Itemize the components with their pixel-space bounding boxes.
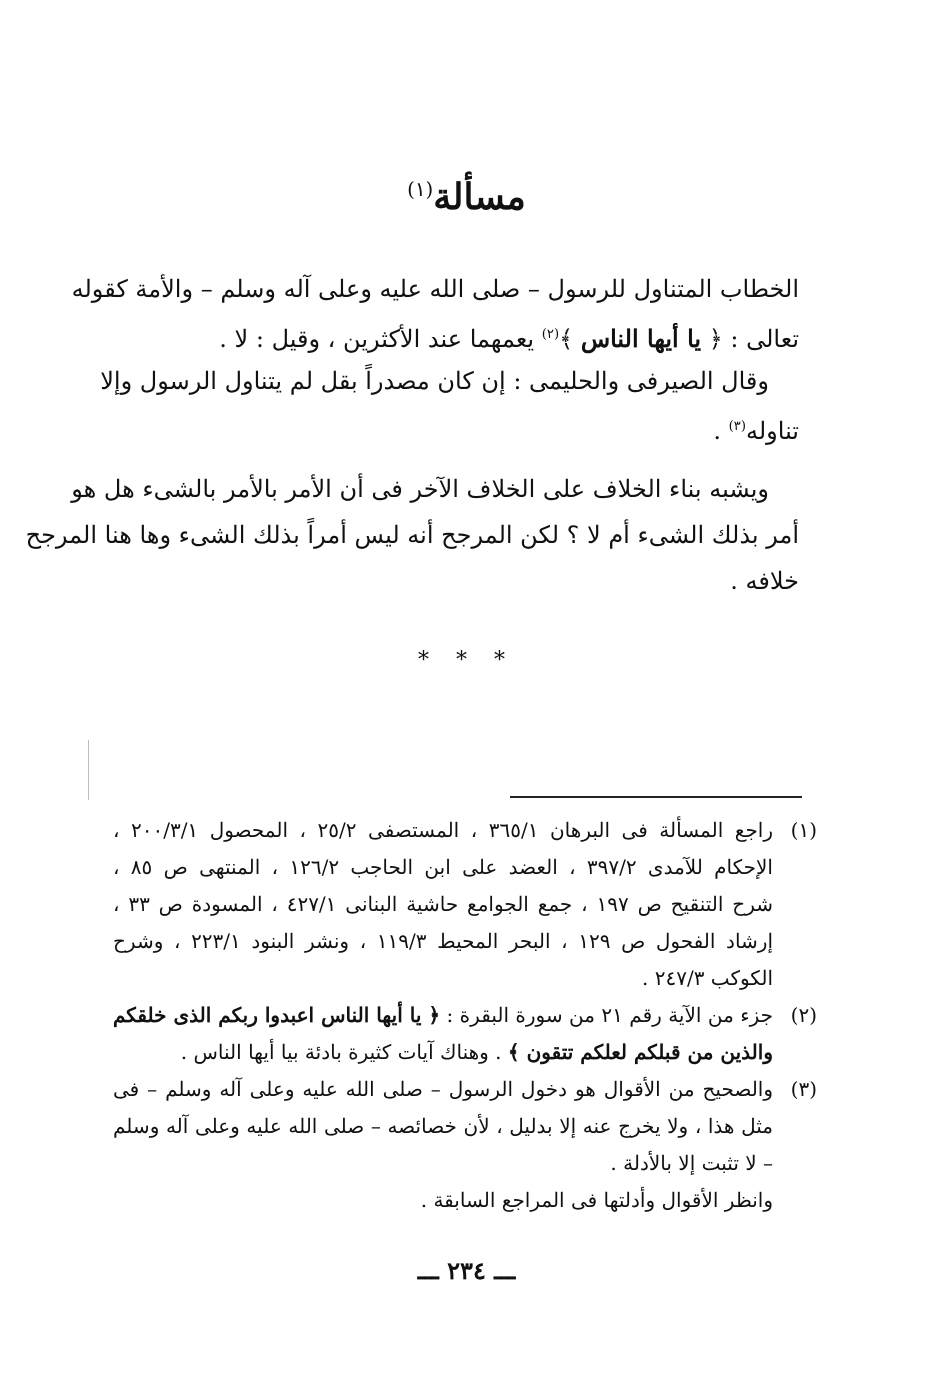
footnote-1-line: إرشاد الفحول ص ١٢٩ ، البحر المحيط ١١٩/٣ ، ونشر البنود ٢٢٣/١ ، وشرح [113, 929, 774, 953]
paragraph-1-line-2 [113, 312, 799, 358]
quote-open: تعالى : ﴿ [701, 325, 799, 353]
paragraph-2-line-1: وقال الصيرفى والحليمى : إن كان مصدراً بقل لم يتناول الرسول وإلا [100, 367, 769, 395]
paragraph-3-line-3: خلافه . [730, 567, 799, 595]
footnote-1-line: الإحكام للآمدى ٣٩٧/٢ ، العضد على ابن الحاجب ١٢٦/٢ ، المنتهى ص ٨٥ ، [113, 855, 773, 879]
footnote-number: (١) [790, 818, 817, 842]
footnote-3-line: – لا تثبت إلا بالأدلة . [610, 1151, 773, 1175]
paragraph-3 [25, 466, 799, 604]
paragraph-2-word: تناوله [745, 417, 799, 445]
footnote-2-line [113, 1034, 773, 1071]
paragraph-2-end: . [713, 417, 729, 445]
footnote-3-line: مثل هذا ، ولا يخرج عنه إلا بدليل ، لأن خصائصه – صلى الله عليه وعلى آله وسلم [113, 1114, 773, 1138]
footnote-1-line: الكوكب ٢٤٧/٣ . [642, 966, 773, 990]
quran-quote: يا أيها الناس [580, 324, 702, 353]
paragraph-2-line-2 [113, 404, 799, 450]
page-number: ـــ ٢٣٤ ـــ [417, 1256, 516, 1285]
quote-close: ﴾ [559, 325, 581, 353]
footnote-2-verse-end: والذين من قبلكم لعلكم تتقون ﴾ [507, 1040, 773, 1064]
footnote-3-line: وانظر الأقوال وأدلتها فى المراجع السابقة . [420, 1188, 773, 1212]
paragraph-2 [100, 358, 799, 450]
paragraph-3-line-2: أمر بذلك الشىء أم لا ؟ لكن المرجح أنه ليس أمراً بذلك الشىء وها هنا المرجح [25, 521, 799, 549]
paragraph-1 [71, 266, 799, 358]
margin-mark [88, 740, 89, 800]
footnote-ref-3: (٣) [728, 419, 746, 434]
footnote-1-line: شرح التنقيح ص ١٩٧ ، جمع الجوامع حاشية البنانى ٤٢٧/١ ، المسودة ص ٣٣ ، [113, 892, 774, 916]
footnote-1 [113, 812, 817, 997]
title-footnote-ref: (١) [407, 178, 434, 201]
footnote-2-rest: . وهناك آيات كثيرة بادئة بيا أيها الناس . [180, 1040, 508, 1064]
footnote-ref-2: (٢) [541, 327, 560, 342]
section-title-text: مسألة [433, 176, 526, 218]
footnote-2-verse: ﴿ يا أيها الناس اعبدوا ربكم الذى خلقكم [113, 1003, 441, 1027]
footnote-3 [113, 1071, 817, 1219]
footnote-number: (٣) [790, 1077, 817, 1101]
section-separator: * * * [418, 648, 515, 673]
section-title [0, 176, 933, 218]
footnote-number: (٢) [790, 1003, 817, 1027]
footnote-1-line: راجع المسألة فى البرهان ٣٦٥/١ ، المستصفى ٢٥/٢ ، المحصول ٢٠٠/٣/١ ، [113, 818, 774, 842]
paragraph-3-line-1: ويشبه بناء الخلاف على الخلاف الآخر فى أن الأمر بالأمر بالشىء هل هو [71, 475, 769, 503]
footnote-3-line: والصحيح من الأقوال هو دخول الرسول – صلى الله عليه وعلى آله وسلم – فى [113, 1077, 773, 1101]
footnote-2 [113, 997, 817, 1071]
footnotes [113, 812, 817, 1219]
footnote-2-line [113, 997, 773, 1034]
footnote-2-intro: جزء من الآية رقم ٢١ من سورة البقرة : [440, 1003, 773, 1027]
footnote-rule [510, 796, 802, 798]
paragraph-1-line-1: الخطاب المتناول للرسول – صلى الله عليه وعلى آله وسلم – والأمة كقوله [71, 275, 799, 303]
paragraph-1-line-2-rest: يعمهما عند الأكثرين ، وقيل : لا . [219, 325, 542, 353]
